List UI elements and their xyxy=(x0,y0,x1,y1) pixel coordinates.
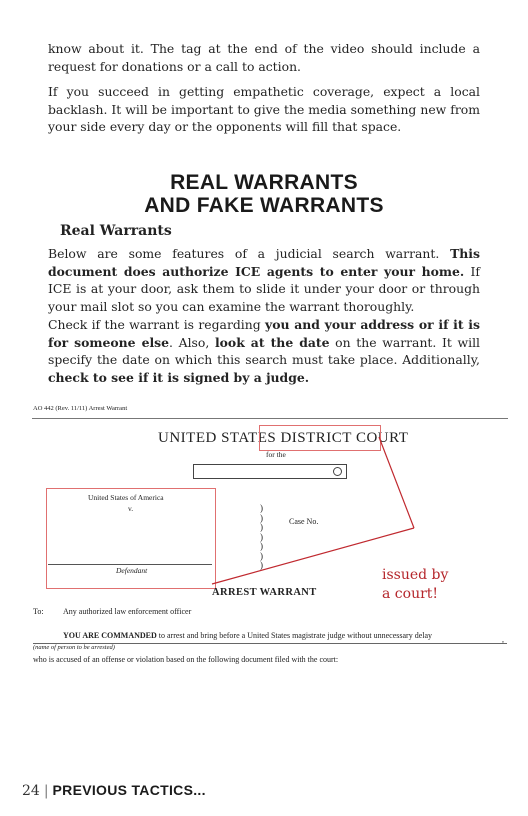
page-footer xyxy=(22,782,206,799)
commanded-rest: to arrest and bring before a United States magistrate judge without unnecessary delay xyxy=(156,631,433,640)
accused-text: who is accused of an offense or violation based on the following document filed with the court: xyxy=(33,655,339,664)
for-the-label: for the xyxy=(266,450,286,459)
defendant-label: Defendant xyxy=(116,566,148,575)
case-no-label: Case No. xyxy=(289,517,319,526)
name-note: (name of person to be arrested) xyxy=(33,644,115,651)
bold-run: This document does authorize ICE agents to enter your home. xyxy=(48,246,480,279)
warrant-image xyxy=(0,400,528,600)
form-id: AO 442 (Rev. 11/11) Arrest Warrant xyxy=(33,405,128,412)
commanded-bold: YOU ARE COMMANDED xyxy=(63,631,157,640)
paragraph-check xyxy=(48,316,480,386)
section-heading-line1: REAL WARRANTS xyxy=(170,171,358,194)
paragraph-intro-2: If you succeed in getting empathetic coverage, expect a local backlash. It will be important to give the media something new from your side every day or the opponents will fill that space. xyxy=(48,84,480,134)
paragraph-intro-1: know about it. The tag at the end of the video should include a request for donations or a call to action. xyxy=(48,41,480,74)
to-text: Any authorized law enforcement officer xyxy=(63,607,192,616)
text-run: on the warrant. It will specify the date on which this search must take place. Additionally, xyxy=(48,334,481,367)
court-title-part2: DISTRICT COURT xyxy=(280,430,409,446)
to-label: To: xyxy=(33,607,44,616)
text-run: Check if the warrant is regarding xyxy=(48,317,266,332)
paragraph-features xyxy=(48,245,480,315)
bold-run: you and your address or if it is for someone else xyxy=(48,317,480,350)
plaintiff-label: United States of America xyxy=(88,493,164,502)
text-run: If ICE is at your door, ask them to slide it under your door or through your mail slot so you can examine the warrant thoroughly. xyxy=(48,263,480,314)
court-title-part1: UNITED STATES xyxy=(158,430,277,446)
commanded-line xyxy=(63,631,432,640)
annotation-line-court xyxy=(379,437,414,528)
arrest-warrant-title: ARREST WARRANT xyxy=(212,587,317,598)
annotation-issued-by-court: issued by a court! xyxy=(382,567,449,602)
versus-label: v. xyxy=(128,504,134,513)
footer-separator: | xyxy=(43,783,49,799)
bold-run: look at the date xyxy=(214,334,330,350)
bold-run: check to see if it is signed by a judge. xyxy=(48,369,310,385)
section-heading-line2: AND FAKE WARRANTS xyxy=(144,194,384,217)
name-line-comma: , xyxy=(502,635,504,644)
text-run: Below are some features of a judicial search warrant. xyxy=(48,246,451,261)
page-number: 24 xyxy=(22,783,40,799)
annotation-lines xyxy=(0,400,528,600)
footer-section-title: PREVIOUS TACTICS... xyxy=(52,782,206,798)
text-run: . Also, xyxy=(169,334,215,350)
subheading: Real Warrants xyxy=(60,223,172,239)
caption-paren: ) ) ) ) ) ) ) xyxy=(260,503,263,570)
